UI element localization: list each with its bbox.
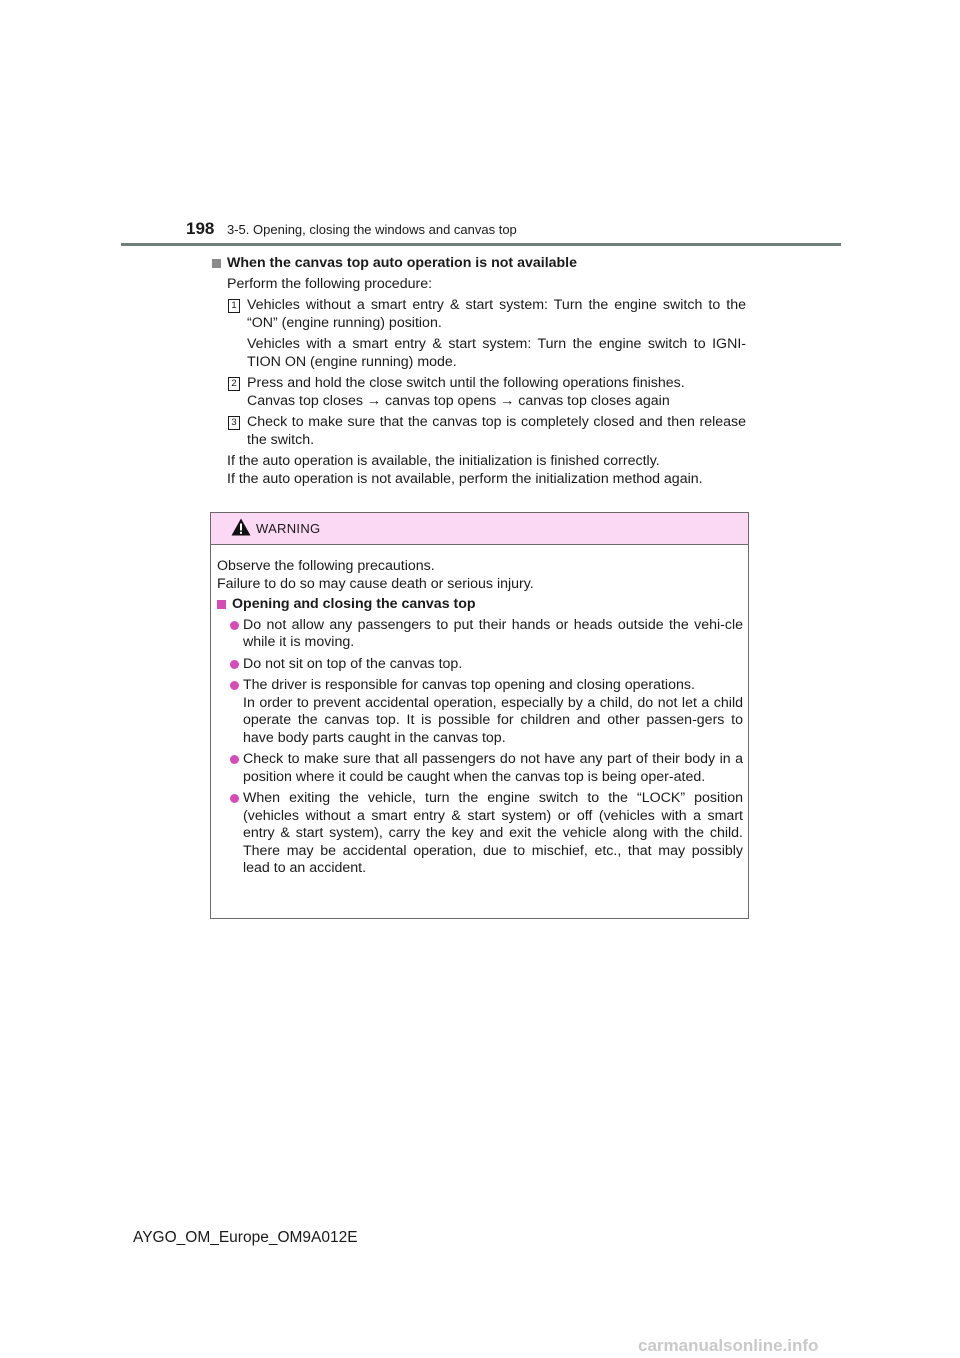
watermark[interactable]: carmanualsonline.info [638,1336,819,1355]
step-1 [212,297,746,332]
warning-bullet-2 [217,656,743,674]
step-1-text: Vehicles without a smart entry & start system: Turn the engine switch to the “ON” (engine running) position. [247,297,746,331]
main-content [212,255,746,488]
procedure-subheading [212,255,746,273]
warning-box [210,512,749,919]
warning-triangle-icon [231,518,251,536]
warning-bullet-3-extra: In order to prevent accidental operation, especially by a child, do not let a child operate the canvas top. It is possible for children and other passen-gers to have body parts caught in the canvas top. [243,694,743,746]
warning-bullet-1-text: Do not allow any passengers to put their hands or heads outside the vehi-cle while it is moving. [243,616,743,650]
round-bullet-icon [230,621,239,630]
step-1-extra: Vehicles with a smart entry & start system: Turn the engine switch to IGNI-TION ON (engine running) mode. [247,336,746,370]
warning-bullet-1 [217,617,743,652]
round-bullet-icon [230,755,239,764]
page-number: 198 [186,219,215,238]
procedure-outro-2: If the auto operation is not available, perform the initialization method again. [227,470,703,487]
warning-bullet-5 [217,790,743,878]
step-number-3: 3 [228,416,240,430]
warning-bullet-4 [217,751,743,786]
step-2-extra: Canvas top closes → canvas top opens → canvas top closes again [247,392,670,409]
footer-doc-code: AYGO_OM_Europe_OM9A012E [133,1229,358,1246]
round-bullet-icon [230,660,239,669]
step-3-text: Check to make sure that the canvas top is completely closed and then release the switch. [247,414,746,448]
step-2 [212,375,746,393]
step-3 [212,414,746,449]
warning-lead-2: Failure to do so may cause death or serious injury. [217,575,534,592]
warning-subheading [217,596,743,614]
warning-lead-1: Observe the following precautions. [217,558,435,574]
step-number-1: 1 [228,299,240,313]
warning-subheading-text: Opening and closing the canvas top [232,596,476,612]
round-bullet-icon [230,794,239,803]
section-title: 3-5. Opening, closing the windows and canvas top [227,222,517,237]
warning-header [211,513,748,545]
procedure-subheading-text: When the canvas top auto operation is not available [227,255,578,271]
square-bullet-icon [217,600,226,609]
round-bullet-icon [230,681,239,690]
step-2-text: Press and hold the close switch until the following operations finishes. [247,375,685,391]
procedure-outro-1: If the auto operation is available, the initialization is finished correctly. [227,453,660,469]
warning-bullet-4-text: Check to make sure that all passengers do not have any part of their body in a position where it could be caught when the canvas top is being oper-ated. [243,751,743,785]
step-number-2: 2 [228,377,240,391]
warning-bullet-3-text: The driver is responsible for canvas top opening and closing operations. [243,677,695,693]
warning-bullet-3 [217,677,743,747]
square-bullet-icon [212,259,221,268]
procedure-intro: Perform the following procedure: [227,275,433,292]
warning-body [211,545,748,878]
warning-bullet-5-text: When exiting the vehicle, turn the engine switch to the “LOCK” position (vehicles without a smart entry & start system) or off (vehicles with a smart entry & start system), carry the key and exit the vehicle along with the child. There may be accidental operation, due to mischief, etc., that may possibly lead to an accident. [243,790,743,876]
header-rule [121,243,841,246]
warning-bullet-2-text: Do not sit on top of the canvas top. [243,655,463,672]
warning-title: WARNING [256,521,321,536]
